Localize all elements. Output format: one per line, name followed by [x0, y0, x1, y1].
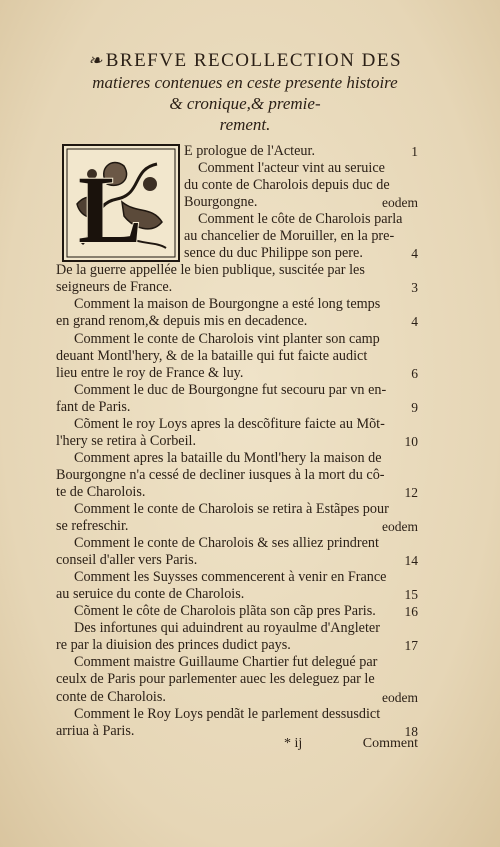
toc-line-text: Comment le conte de Charolois vint planter son camp [74, 330, 380, 347]
toc-line [56, 211, 418, 228]
toc-line-text: Bourgongne. [184, 194, 258, 211]
toc-line-text: arriua à Paris. [56, 722, 135, 739]
toc-line-text: se refreschir. [56, 518, 129, 535]
toc-line [56, 160, 418, 177]
toc-page-number: 1 [411, 144, 418, 159]
toc-page-number: 16 [404, 604, 418, 620]
toc-line-text: Comment l'acteur vint au seruice [198, 160, 385, 177]
toc-line [56, 331, 418, 348]
signature-mark: * ij [284, 736, 303, 751]
table-of-contents [56, 143, 418, 740]
toc-line-text: fant de Paris. [56, 398, 131, 415]
toc-line-text: Comment le côte de Charolois parla [198, 211, 403, 228]
toc-line-text: lieu entre le roy de France & luy. [56, 364, 244, 381]
toc-line-text: l'hery se retira à Corbeil. [56, 432, 197, 449]
toc-page-number: 4 [411, 246, 418, 262]
toc-page-number: 4 [411, 314, 418, 330]
toc-page-number: 12 [404, 484, 418, 500]
toc-line [56, 177, 418, 194]
toc-page-number: eodem [382, 519, 418, 535]
toc-line-text: Comment le conte de Charolois & ses alliez prindrent [74, 535, 379, 552]
toc-line-text: deuant Montl'hery, & de la bataille qui fut faicte audict [56, 347, 368, 364]
toc-line-text: te de Charolois. [56, 483, 146, 500]
heading-ornament: ❧ [87, 51, 104, 70]
toc-page-number: 6 [411, 365, 418, 381]
toc-line-text: Comment le Roy Loys pendãt le parlement dessusdict [74, 705, 381, 722]
toc-line-text: en grand renom,& depuis mis en decadence. [56, 313, 308, 330]
toc-line [56, 654, 418, 671]
toc-page-number: 9 [411, 399, 418, 415]
toc-line-text: Comment le duc de Bourgongne fut secouru par vn en- [74, 381, 387, 398]
toc-line [56, 228, 418, 245]
toc-line [56, 262, 418, 279]
toc-line-text: conseil d'aller vers Paris. [56, 552, 198, 569]
toc-line [56, 279, 418, 296]
toc-line-text: du conte de Charolois depuis duc de [184, 177, 390, 194]
toc-line-text: sence du duc Philippe son pere. [184, 245, 363, 262]
toc-line-text: Comment maistre Guillaume Chartier fut delegué par [74, 654, 378, 671]
toc-line [56, 399, 418, 416]
toc-line [56, 569, 418, 586]
toc-line [56, 501, 418, 518]
toc-line [56, 586, 418, 603]
toc-line [56, 637, 418, 654]
toc-line [56, 603, 418, 620]
toc-line [56, 348, 418, 365]
toc-page-number: 18 [404, 723, 418, 739]
toc-line-text: ceulx de Paris pour parlementer auec les deleguez par le [56, 671, 375, 688]
catchword: Comment [362, 736, 418, 751]
heading-line-4: rement. [219, 115, 271, 134]
toc-line-text: Des infortunes qui aduindrent au royaulme d'Angleter [74, 620, 380, 637]
toc-line [56, 450, 418, 467]
page-heading [60, 50, 430, 135]
toc-line [56, 245, 418, 262]
toc-page-number: 10 [404, 433, 418, 449]
toc-line [56, 484, 418, 501]
toc-line [56, 552, 418, 569]
toc-line [56, 382, 418, 399]
page-footer [56, 733, 418, 755]
toc-line [56, 518, 418, 535]
heading-line-1: ❧ BREFVE RECOLLECTION DES [87, 50, 403, 71]
toc-line [56, 296, 418, 313]
toc-line-text: Bourgongne n'a cessé de decliner iusques à la mort du cô- [56, 466, 385, 483]
toc-line-text: seigneurs de France. [56, 279, 173, 296]
toc-line [56, 365, 418, 382]
toc-page-number: 15 [404, 587, 418, 603]
heading-line-2: matieres contenues en ceste presente histoire [92, 73, 398, 92]
toc-line [56, 620, 418, 637]
toc-line-text: Comment les Suysses commencerent à venir en France [74, 569, 387, 586]
toc-line-text: Cõment le roy Loys apres la descõfiture faicte au Mõt- [74, 415, 385, 432]
toc-line [56, 143, 418, 160]
toc-line-text: re par la diuision des princes dudict pays. [56, 637, 291, 654]
toc-line-text: Comment la maison de Bourgongne a esté long temps [74, 296, 381, 313]
toc-line [56, 706, 418, 723]
toc-line [56, 535, 418, 552]
toc-page-number: 14 [404, 553, 418, 569]
toc-line-text: Comment apres la bataille du Montl'hery la maison de [74, 449, 382, 466]
toc-line-text: Comment le conte de Charolois se retira à Estãpes pour [74, 500, 389, 517]
toc-page-number: eodem [382, 689, 418, 705]
toc-line-text: Cõment le côte de Charolois plãta son cãp pres Paris. [74, 603, 376, 620]
toc-page-number: 17 [404, 638, 418, 654]
heading-line-3: & cronique,& premie- [169, 94, 321, 113]
svg-text:L: L [78, 156, 143, 262]
toc-line [56, 467, 418, 484]
toc-page-number: eodem [382, 195, 418, 211]
toc-line [56, 671, 418, 688]
toc-line-text: au chancelier de Moruiller, en la pre- [184, 228, 395, 245]
toc-page-number: 3 [411, 280, 418, 296]
toc-line-text: E prologue de l'Acteur. [184, 143, 315, 159]
toc-line [56, 689, 418, 706]
toc-line [56, 194, 418, 211]
toc-line [56, 313, 418, 330]
toc-line [56, 416, 418, 433]
toc-line-text: De la guerre appellée le bien publique, suscitée par les [56, 262, 365, 279]
toc-line-text: au seruice du conte de Charolois. [56, 586, 245, 603]
toc-line-text: conte de Charolois. [56, 688, 166, 705]
toc-line [56, 433, 418, 450]
